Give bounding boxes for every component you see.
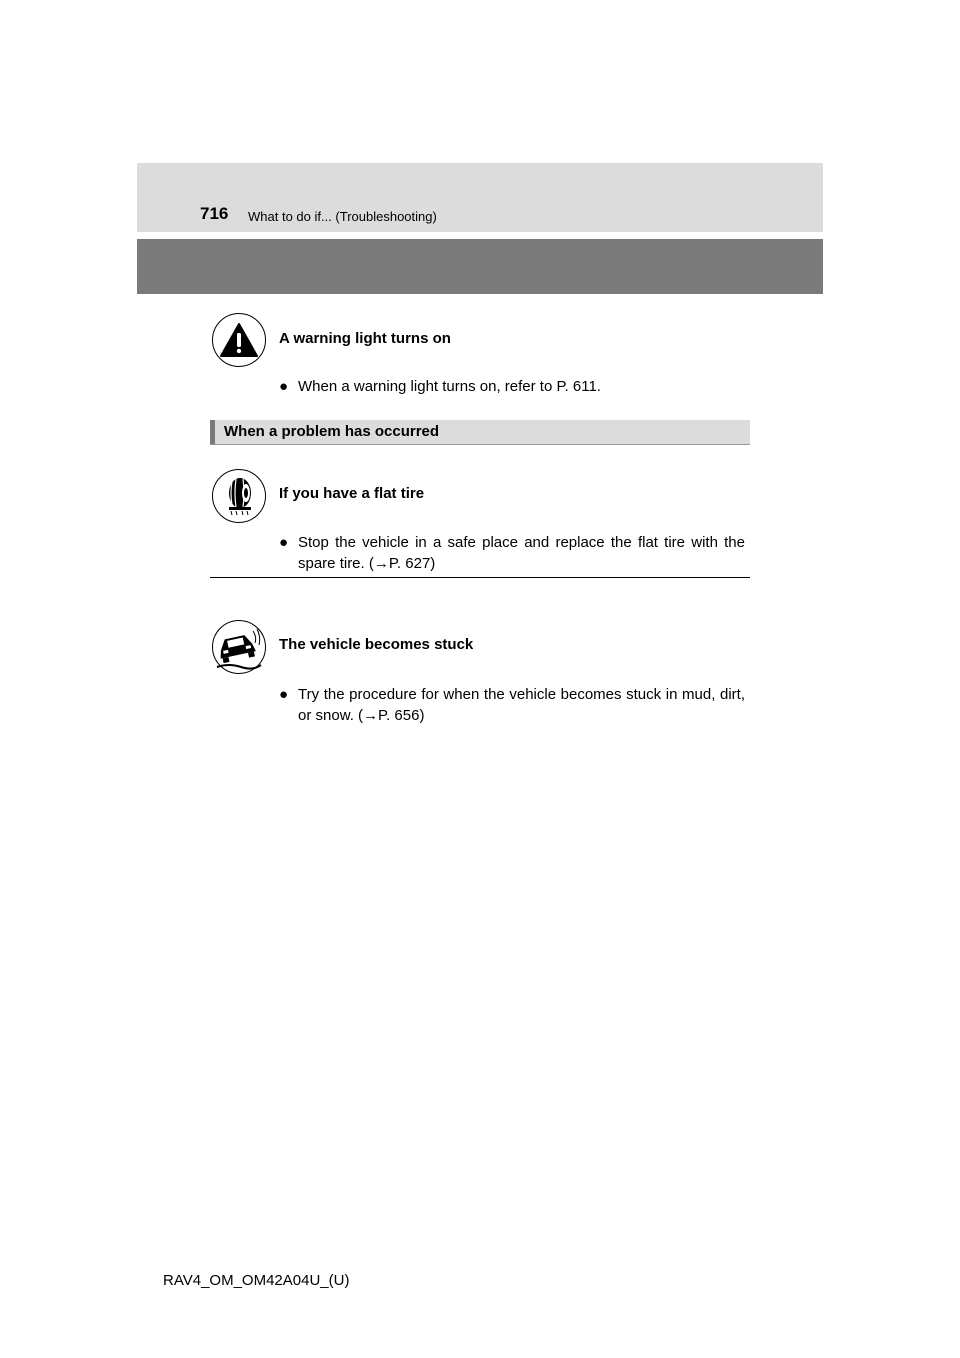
item-title-vehicle-stuck: The vehicle becomes stuck [279,636,474,653]
section-heading [210,420,750,445]
stuck-vehicle-icon [212,620,266,674]
bullet-warning-light [279,376,745,397]
bullet-text: Try the procedure for when the vehicle becomes stuck in mud, dirt, or snow. (→P. 656) [298,686,745,724]
flat-tire-icon [212,469,266,523]
page-number: 716 [200,204,229,223]
bullet-dot: ● [279,378,289,395]
bullet-dot: ● [279,686,289,703]
warning-icon [212,313,266,367]
bullet-dot: ● [279,534,289,551]
document-code: RAV4_OM_OM42A04U_(U) [163,1272,350,1289]
section-accent [210,420,215,444]
bullet-vehicle-stuck [279,684,745,726]
item-title-flat-tire: If you have a flat tire [279,485,425,502]
section-title: When a problem has occurred [224,423,440,440]
title-band [137,239,823,294]
header-band [137,163,823,232]
bullet-text: Stop the vehicle in a safe place and replace the flat tire with the spare tire. (→P. 627) [298,534,745,572]
divider-line [210,577,750,578]
bullet-text: When a warning light turns on, refer to P. 611. [298,378,601,395]
bullet-flat-tire [279,532,745,574]
chapter-title: What to do if... (Troubleshooting) [248,209,437,224]
item-title-warning-light: A warning light turns on [279,330,451,347]
